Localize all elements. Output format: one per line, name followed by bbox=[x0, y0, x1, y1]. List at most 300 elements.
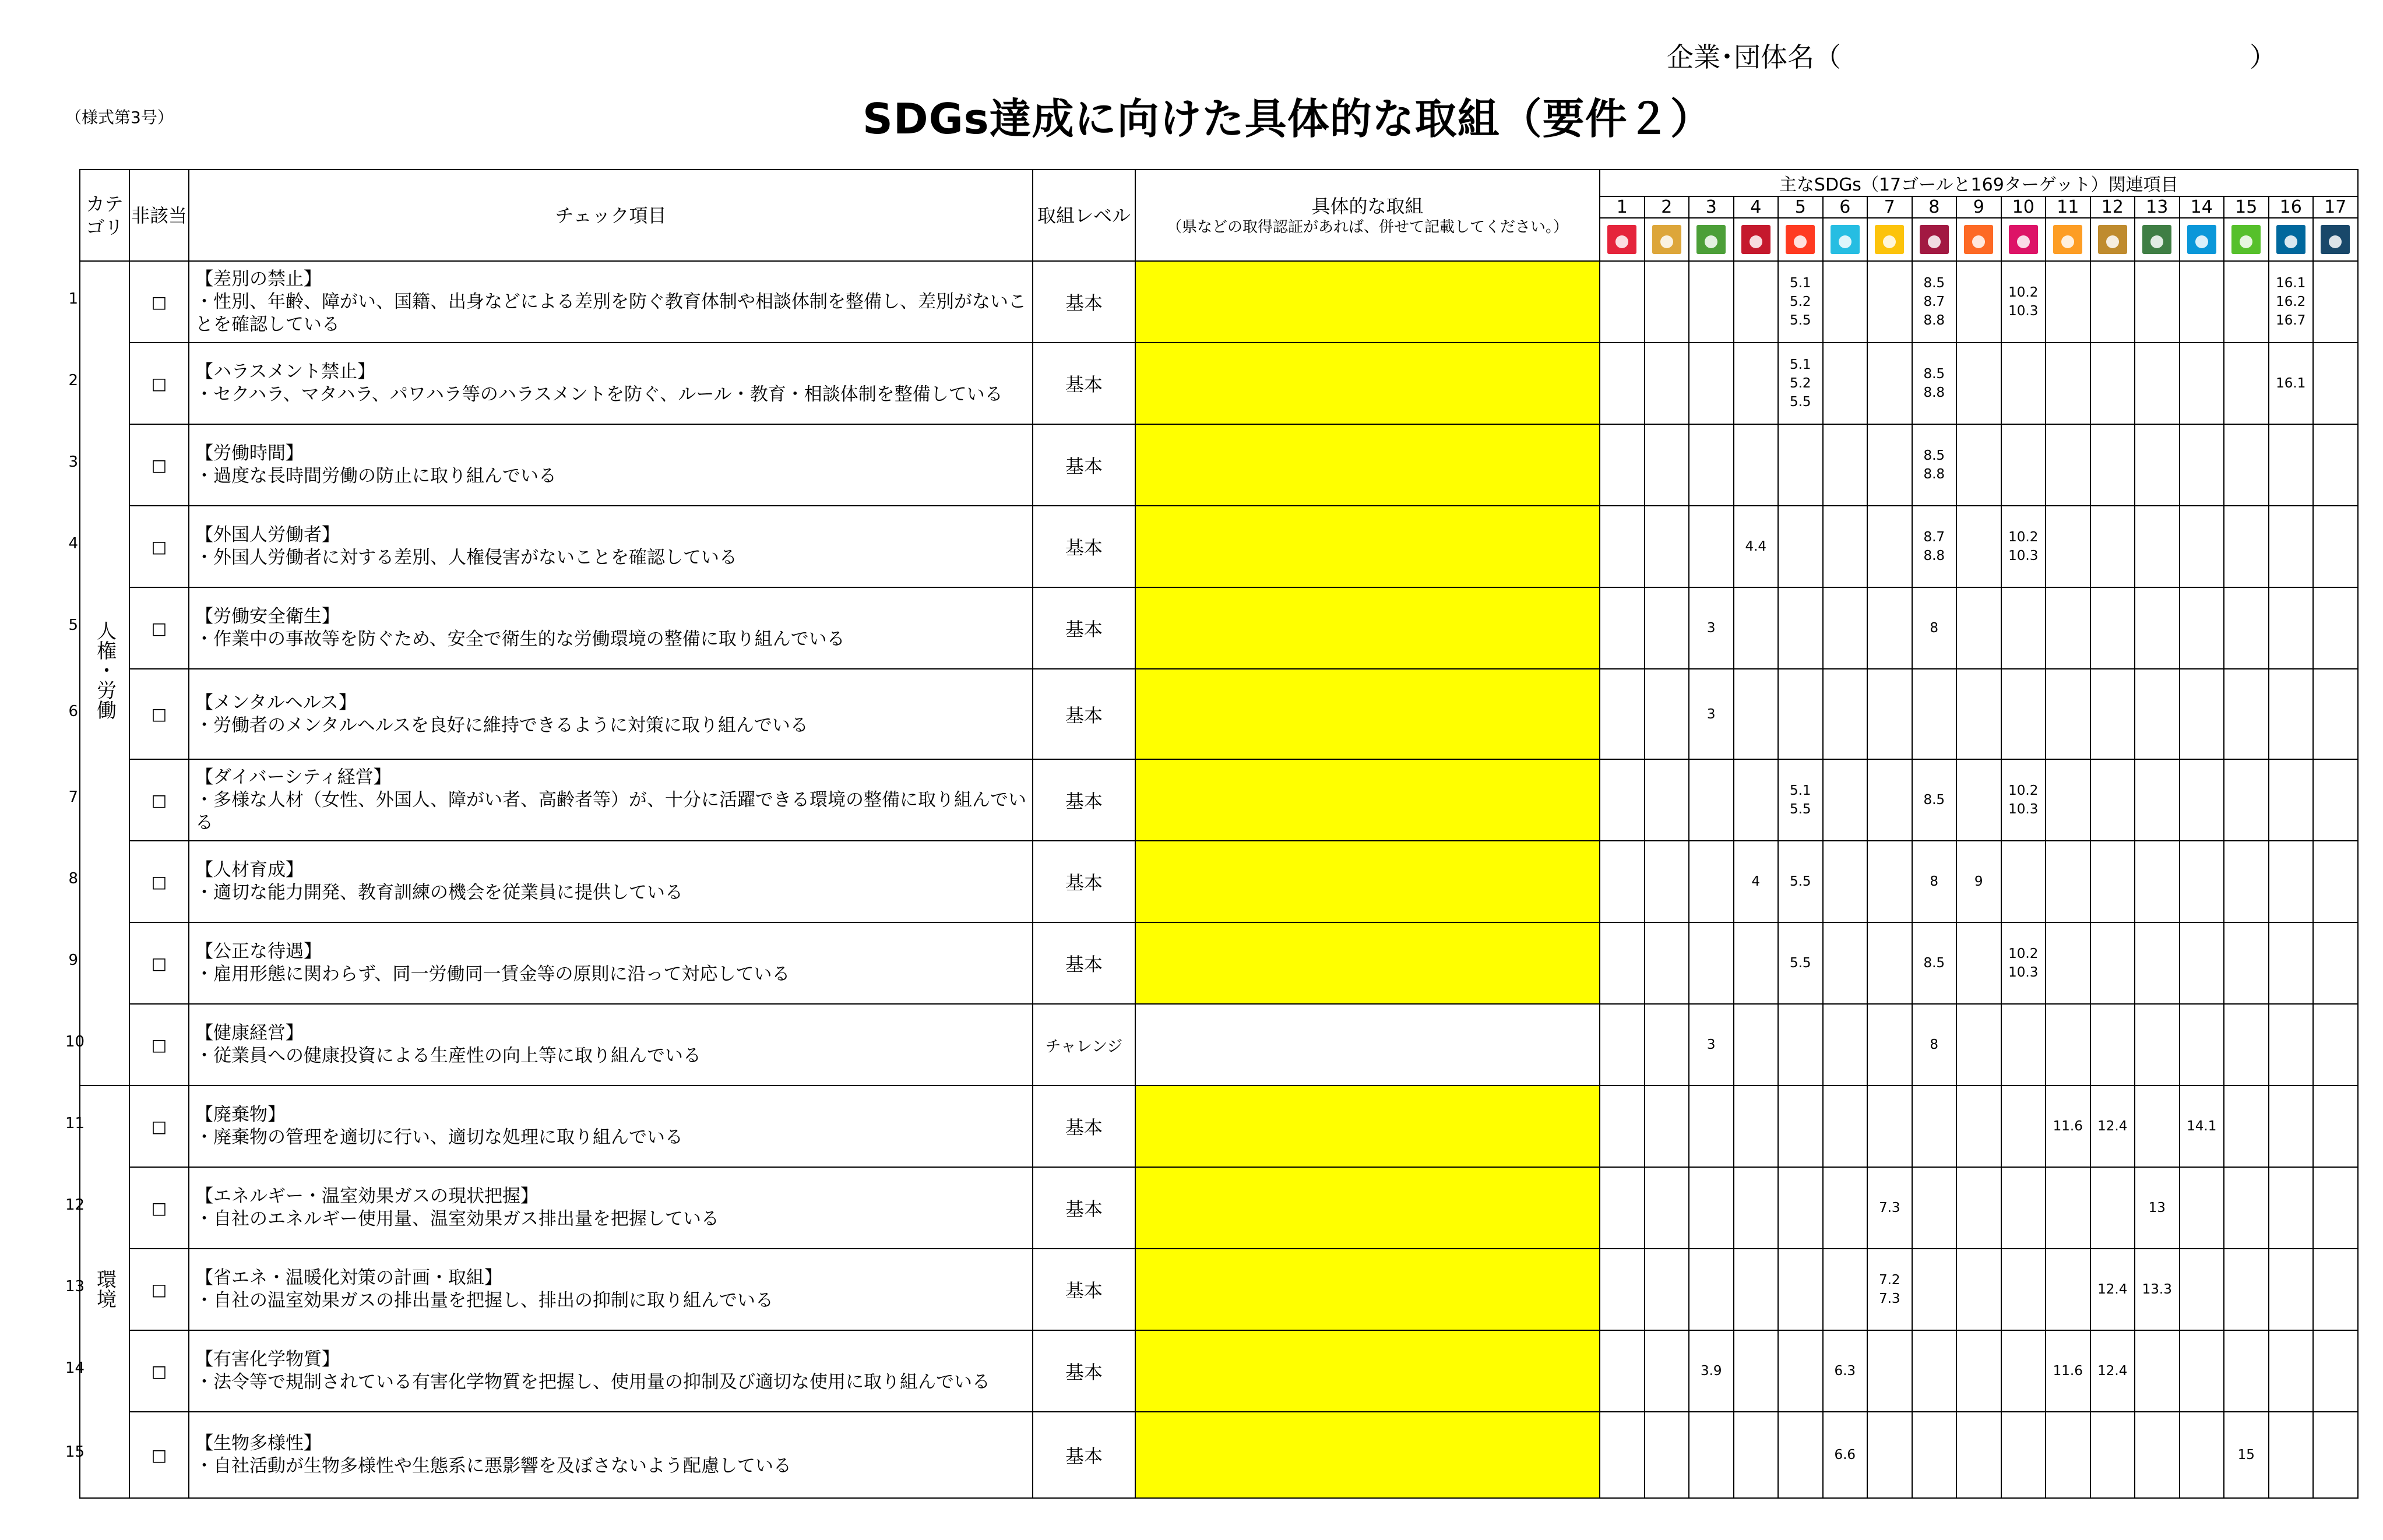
level-cell: 基本 bbox=[1033, 1249, 1135, 1330]
sdg-target-cell-goal-10 bbox=[2001, 1249, 2046, 1330]
sdg-target-cell-goal-14 bbox=[2180, 587, 2224, 669]
sdg-target-cell-goal-5 bbox=[1778, 261, 1823, 343]
not-applicable-checkbox[interactable]: □ bbox=[129, 669, 189, 759]
sdg-target-value: 8.5 8.7 8.8 bbox=[1923, 276, 1945, 328]
initiative-input[interactable] bbox=[1135, 1412, 1600, 1498]
sdg-target-cell-goal-6 bbox=[1823, 759, 1868, 841]
goal-icon-cell-8 bbox=[1912, 218, 1957, 261]
sdg-target-cell-goal-15 bbox=[2224, 1004, 2269, 1086]
sdg-target-cell-goal-7 bbox=[1867, 1167, 1912, 1249]
sdg-target-cell-goal-14 bbox=[2180, 841, 2224, 922]
goal-icon-cell-9 bbox=[1956, 218, 2001, 261]
check-item-title: 【公正な待遇】 bbox=[195, 941, 322, 962]
table-row bbox=[80, 261, 2358, 343]
sdg-target-cell-goal-2 bbox=[1645, 922, 1689, 1004]
sdg-target-cell-goal-12 bbox=[2090, 669, 2135, 759]
sdg-goal-3-icon bbox=[1696, 225, 1726, 254]
row-number: 11 bbox=[65, 1115, 85, 1132]
company-name-field[interactable] bbox=[1667, 36, 2276, 75]
check-item-cell bbox=[189, 424, 1033, 506]
check-item-description: ・自社活動が生物多様性や生態系に悪影響を及ぼさないよう配慮している bbox=[195, 1456, 791, 1476]
sdg-target-cell-goal-4 bbox=[1734, 1167, 1779, 1249]
sdg-target-cell-goal-5 bbox=[1778, 506, 1823, 587]
sdg-target-cell-goal-3 bbox=[1689, 669, 1734, 759]
level-cell: 基本 bbox=[1033, 922, 1135, 1004]
sdg-target-cell-goal-4 bbox=[1734, 261, 1779, 343]
sdg-target-cell-goal-7 bbox=[1867, 1086, 1912, 1167]
initiative-input[interactable] bbox=[1135, 424, 1600, 506]
sdg-target-cell-goal-5 bbox=[1778, 343, 1823, 424]
sdg-target-value: 4 bbox=[1751, 874, 1761, 889]
sdg-target-cell-goal-9 bbox=[1956, 1004, 2001, 1086]
sdg-target-cell-goal-6 bbox=[1823, 261, 1868, 343]
sdg-target-cell-goal-6 bbox=[1823, 1004, 1868, 1086]
sdg-target-cell-goal-5 bbox=[1778, 841, 1823, 922]
row-number: 10 bbox=[65, 1033, 85, 1051]
initiative-input[interactable] bbox=[1135, 759, 1600, 841]
sdg-target-value: 16.1 bbox=[2276, 376, 2306, 391]
sdg-target-cell-goal-6 bbox=[1823, 922, 1868, 1004]
sdg-target-cell-goal-2 bbox=[1645, 759, 1689, 841]
goal-number-16: 16 bbox=[2269, 196, 2314, 218]
sdg-target-cell-goal-10 bbox=[2001, 1004, 2046, 1086]
sdg-target-cell-goal-9 bbox=[1956, 343, 2001, 424]
check-item-cell bbox=[189, 506, 1033, 587]
sdg-target-cell-goal-5 bbox=[1778, 1004, 1823, 1086]
sdg-target-cell-goal-2 bbox=[1645, 1412, 1689, 1498]
sdg-target-cell-goal-14 bbox=[2180, 1004, 2224, 1086]
sdg-target-cell-goal-7 bbox=[1867, 343, 1912, 424]
sdg-target-value: 8.7 8.8 bbox=[1923, 530, 1945, 563]
check-item-cell bbox=[189, 1330, 1033, 1412]
sdg-target-cell-goal-15 bbox=[2224, 261, 2269, 343]
not-applicable-checkbox[interactable]: □ bbox=[129, 1249, 189, 1330]
not-applicable-checkbox[interactable]: □ bbox=[129, 587, 189, 669]
sdg-goal-5-icon bbox=[1786, 225, 1815, 254]
sdg-target-value: 10.2 10.3 bbox=[2008, 783, 2039, 817]
sdg-target-value: 3.9 bbox=[1700, 1363, 1722, 1379]
check-item-description: ・性別、年齢、障がい、国籍、出身などによる差別を防ぐ教育体制や相談体制を整備し、差別がないことを確認している bbox=[195, 291, 1026, 335]
sdg-goal-1-icon bbox=[1607, 225, 1636, 254]
sdg-target-cell-goal-12 bbox=[2090, 506, 2135, 587]
goal-icon-cell-6 bbox=[1823, 218, 1868, 261]
sdg-target-cell-goal-14 bbox=[2180, 1249, 2224, 1330]
sdg-target-cell-goal-14 bbox=[2180, 922, 2224, 1004]
sdg-target-cell-goal-16 bbox=[2269, 922, 2314, 1004]
sdg-target-cell-goal-13 bbox=[2135, 1086, 2180, 1167]
sdg-target-value: 8.5 8.8 bbox=[1923, 448, 1945, 482]
sdg-goal-10-icon bbox=[2009, 225, 2038, 254]
sdg-target-cell-goal-5 bbox=[1778, 669, 1823, 759]
level-cell: 基本 bbox=[1033, 1167, 1135, 1249]
sdg-target-cell-goal-9 bbox=[1956, 424, 2001, 506]
sdg-target-cell-goal-13 bbox=[2135, 759, 2180, 841]
sdg-target-value: 5.1 5.2 5.5 bbox=[1789, 357, 1811, 410]
sdg-target-cell-goal-4 bbox=[1734, 1412, 1779, 1498]
sdg-target-cell-goal-11 bbox=[2046, 1086, 2090, 1167]
sdg-target-cell-goal-6 bbox=[1823, 424, 1868, 506]
sdg-target-cell-goal-11 bbox=[2046, 261, 2090, 343]
sdg-target-value: 5.5 bbox=[1789, 956, 1811, 971]
sdg-target-cell-goal-7 bbox=[1867, 1412, 1912, 1498]
initiative-input[interactable] bbox=[1135, 587, 1600, 669]
sdg-target-cell-goal-9 bbox=[1956, 1086, 2001, 1167]
sdg-target-cell-goal-17 bbox=[2313, 587, 2358, 669]
sdg-target-cell-goal-16 bbox=[2269, 669, 2314, 759]
sdg-target-value: 15 bbox=[2237, 1447, 2255, 1463]
not-applicable-checkbox[interactable]: □ bbox=[129, 922, 189, 1004]
sdg-target-cell-goal-8 bbox=[1912, 1086, 1957, 1167]
sdg-target-cell-goal-5 bbox=[1778, 922, 1823, 1004]
company-name-close: ） bbox=[2250, 41, 2276, 73]
goal-icon-cell-11 bbox=[2046, 218, 2090, 261]
level-cell: 基本 bbox=[1033, 261, 1135, 343]
sdg-target-cell-goal-4 bbox=[1734, 759, 1779, 841]
initiative-input[interactable] bbox=[1135, 1330, 1600, 1412]
sdg-target-cell-goal-7 bbox=[1867, 1004, 1912, 1086]
sdg-target-cell-goal-2 bbox=[1645, 1086, 1689, 1167]
sdg-target-cell-goal-14 bbox=[2180, 424, 2224, 506]
sdg-target-cell-goal-3 bbox=[1689, 506, 1734, 587]
sdg-target-value: 5.1 5.2 5.5 bbox=[1789, 276, 1811, 328]
row-number: 12 bbox=[65, 1196, 85, 1214]
sdg-target-cell-goal-12 bbox=[2090, 261, 2135, 343]
row-number: 3 bbox=[68, 453, 78, 471]
check-item-title: 【健康経営】 bbox=[195, 1023, 304, 1044]
sdg-goal-11-icon bbox=[2053, 225, 2082, 254]
check-item-description: ・適切な能力開発、教育訓練の機会を従業員に提供している bbox=[195, 882, 683, 903]
sdg-target-cell-goal-7 bbox=[1867, 669, 1912, 759]
goal-icon-cell-16 bbox=[2269, 218, 2314, 261]
sdg-target-cell-goal-15 bbox=[2224, 841, 2269, 922]
sdg-target-value: 12.4 bbox=[2097, 1363, 2128, 1379]
sdg-target-value: 8 bbox=[1930, 874, 1939, 889]
check-item-description: ・外国人労働者に対する差別、人権侵害がないことを確認している bbox=[195, 547, 737, 568]
level-cell: 基本 bbox=[1033, 587, 1135, 669]
table-row bbox=[80, 424, 2358, 506]
sdg-target-cell-goal-16 bbox=[2269, 343, 2314, 424]
not-applicable-checkbox[interactable]: □ bbox=[129, 1412, 189, 1498]
sdg-goal-16-icon bbox=[2276, 225, 2305, 254]
level-cell: 基本 bbox=[1033, 841, 1135, 922]
sdg-target-value: 10.2 10.3 bbox=[2008, 946, 2039, 980]
category-header: カテゴリ bbox=[80, 170, 129, 261]
sdg-target-cell-goal-4 bbox=[1734, 343, 1779, 424]
initiative-input[interactable] bbox=[1135, 922, 1600, 1004]
check-item-title: 【外国人労働者】 bbox=[195, 524, 340, 545]
goal-number-6: 6 bbox=[1823, 196, 1868, 218]
initiative-input[interactable] bbox=[1135, 261, 1600, 343]
sdg-target-cell-goal-15 bbox=[2224, 1330, 2269, 1412]
check-item-title: 【生物多様性】 bbox=[195, 1433, 322, 1454]
sdg-goal-2-icon bbox=[1652, 225, 1681, 254]
sdg-target-cell-goal-12 bbox=[2090, 922, 2135, 1004]
initiative-input[interactable] bbox=[1135, 841, 1600, 922]
level-cell: チャレンジ bbox=[1033, 1004, 1135, 1086]
sdg-target-cell-goal-15 bbox=[2224, 506, 2269, 587]
level-cell: 基本 bbox=[1033, 1086, 1135, 1167]
goal-number-13: 13 bbox=[2135, 196, 2180, 218]
sdg-target-cell-goal-13 bbox=[2135, 506, 2180, 587]
row-number: 4 bbox=[68, 535, 78, 552]
sdg-target-cell-goal-17 bbox=[2313, 841, 2358, 922]
sdg-target-cell-goal-12 bbox=[2090, 1167, 2135, 1249]
goal-number-11: 11 bbox=[2046, 196, 2090, 218]
check-item-description: ・労働者のメンタルヘルスを良好に維持できるように対策に取り組んでいる bbox=[195, 714, 808, 736]
sdg-target-cell-goal-7 bbox=[1867, 587, 1912, 669]
sdg-target-value: 10.2 10.3 bbox=[2008, 530, 2039, 563]
check-item-description: ・雇用形態に関わらず、同一労働同一賃金等の原則に沿って対応している bbox=[195, 964, 790, 985]
check-item-description: ・セクハラ、マタハラ、パワハラ等のハラスメントを防ぐ、ルール・教育・相談体制を整備している bbox=[195, 384, 1003, 405]
sdg-target-value: 6.3 bbox=[1834, 1363, 1856, 1379]
sdg-target-cell-goal-8 bbox=[1912, 759, 1957, 841]
sdg-target-cell-goal-11 bbox=[2046, 1412, 2090, 1498]
sdg-target-cell-goal-17 bbox=[2313, 261, 2358, 343]
sdg-target-cell-goal-8 bbox=[1912, 1167, 1957, 1249]
sdg-target-cell-goal-2 bbox=[1645, 587, 1689, 669]
sdg-target-cell-goal-17 bbox=[2313, 343, 2358, 424]
initiative-input[interactable] bbox=[1135, 1167, 1600, 1249]
sdg-target-value: 11.6 bbox=[2053, 1363, 2083, 1379]
goal-number-2: 2 bbox=[1645, 196, 1689, 218]
check-item-cell bbox=[189, 841, 1033, 922]
check-item-title: 【労働時間】 bbox=[195, 443, 304, 464]
level-cell: 基本 bbox=[1033, 1330, 1135, 1412]
initiative-header-note: （県などの取得認証があれば、併せて記載してください。） bbox=[1166, 218, 1568, 236]
sdg-target-cell-goal-1 bbox=[1600, 1167, 1645, 1249]
sdg-target-cell-goal-2 bbox=[1645, 1330, 1689, 1412]
sdg-target-cell-goal-17 bbox=[2313, 759, 2358, 841]
sdg-target-cell-goal-15 bbox=[2224, 424, 2269, 506]
sdg-target-cell-goal-15 bbox=[2224, 1249, 2269, 1330]
sdg-target-value: 8.5 8.8 bbox=[1923, 367, 1945, 400]
sdg-target-cell-goal-13 bbox=[2135, 587, 2180, 669]
sdg-target-cell-goal-14 bbox=[2180, 1086, 2224, 1167]
sdg-target-cell-goal-3 bbox=[1689, 343, 1734, 424]
sdg-target-cell-goal-15 bbox=[2224, 343, 2269, 424]
sdg-target-value: 16.1 16.2 16.7 bbox=[2276, 276, 2306, 328]
row-number: 9 bbox=[68, 952, 78, 969]
company-name-label: 企業･団体名（ bbox=[1667, 41, 1841, 73]
sdg-target-cell-goal-16 bbox=[2269, 1167, 2314, 1249]
sdg-target-cell-goal-3 bbox=[1689, 1167, 1734, 1249]
sdg-target-cell-goal-11 bbox=[2046, 1330, 2090, 1412]
sdg-target-cell-goal-9 bbox=[1956, 922, 2001, 1004]
not-applicable-checkbox[interactable]: □ bbox=[129, 841, 189, 922]
sdg-target-cell-goal-9 bbox=[1956, 1249, 2001, 1330]
sdg-target-cell-goal-10 bbox=[2001, 424, 2046, 506]
sdg-target-cell-goal-7 bbox=[1867, 922, 1912, 1004]
sdg-target-cell-goal-3 bbox=[1689, 841, 1734, 922]
sdg-target-cell-goal-3 bbox=[1689, 922, 1734, 1004]
sdg-target-cell-goal-6 bbox=[1823, 587, 1868, 669]
goal-number-7: 7 bbox=[1867, 196, 1912, 218]
check-item-title: 【労働安全衛生】 bbox=[195, 606, 340, 627]
sdg-target-cell-goal-2 bbox=[1645, 261, 1689, 343]
category-cell bbox=[80, 1086, 129, 1498]
goal-icon-cell-4 bbox=[1734, 218, 1779, 261]
sdg-target-cell-goal-6 bbox=[1823, 669, 1868, 759]
row-number: 15 bbox=[65, 1443, 85, 1461]
check-item-title: 【エネルギー・温室効果ガスの現状把握】 bbox=[195, 1186, 538, 1207]
level-cell: 基本 bbox=[1033, 343, 1135, 424]
not-applicable-checkbox[interactable]: □ bbox=[129, 1086, 189, 1167]
sdg-target-cell-goal-10 bbox=[2001, 506, 2046, 587]
sdg-target-cell-goal-3 bbox=[1689, 1249, 1734, 1330]
sdg-target-value: 13 bbox=[2148, 1200, 2166, 1215]
sdg-target-cell-goal-13 bbox=[2135, 343, 2180, 424]
sdg-target-cell-goal-10 bbox=[2001, 261, 2046, 343]
sdg-target-cell-goal-17 bbox=[2313, 1167, 2358, 1249]
sdg-target-cell-goal-7 bbox=[1867, 506, 1912, 587]
goal-number-8: 8 bbox=[1912, 196, 1957, 218]
sdg-target-cell-goal-7 bbox=[1867, 424, 1912, 506]
goal-icon-cell-1 bbox=[1600, 218, 1645, 261]
goal-number-12: 12 bbox=[2090, 196, 2135, 218]
sdg-target-cell-goal-6 bbox=[1823, 1412, 1868, 1498]
table-row bbox=[80, 841, 2358, 922]
sdg-target-cell-goal-17 bbox=[2313, 1330, 2358, 1412]
not-applicable-checkbox[interactable]: □ bbox=[129, 1004, 189, 1086]
sdg-target-value: 8.5 bbox=[1923, 956, 1945, 971]
sdg-target-cell-goal-14 bbox=[2180, 343, 2224, 424]
initiative-input[interactable] bbox=[1135, 343, 1600, 424]
sdg-target-cell-goal-3 bbox=[1689, 1004, 1734, 1086]
sdg-target-cell-goal-8 bbox=[1912, 1249, 1957, 1330]
sdg-target-cell-goal-9 bbox=[1956, 759, 2001, 841]
check-item-title: 【メンタルヘルス】 bbox=[195, 692, 357, 713]
sdg-target-cell-goal-17 bbox=[2313, 1004, 2358, 1086]
check-item-title: 【省エネ・温暖化対策の計画・取組】 bbox=[195, 1267, 502, 1288]
sdg-target-cell-goal-6 bbox=[1823, 506, 1868, 587]
initiative-input[interactable] bbox=[1135, 1086, 1600, 1167]
sdg-target-cell-goal-11 bbox=[2046, 424, 2090, 506]
sdg-target-value: 5.5 bbox=[1789, 874, 1811, 889]
check-item-cell bbox=[189, 343, 1033, 424]
sdg-target-cell-goal-10 bbox=[2001, 841, 2046, 922]
sdg-target-cell-goal-1 bbox=[1600, 759, 1645, 841]
sdg-target-cell-goal-6 bbox=[1823, 1330, 1868, 1412]
sdg-target-cell-goal-16 bbox=[2269, 1412, 2314, 1498]
sdg-target-cell-goal-2 bbox=[1645, 343, 1689, 424]
sdg-goal-12-icon bbox=[2098, 225, 2127, 254]
sdg-target-cell-goal-11 bbox=[2046, 1004, 2090, 1086]
sdg-target-cell-goal-13 bbox=[2135, 841, 2180, 922]
sdg-target-value: 8 bbox=[1930, 621, 1939, 636]
initiative-input[interactable] bbox=[1135, 1004, 1600, 1086]
sdg-target-cell-goal-1 bbox=[1600, 343, 1645, 424]
sdg-target-cell-goal-4 bbox=[1734, 506, 1779, 587]
goal-number-3: 3 bbox=[1689, 196, 1734, 218]
sdg-target-cell-goal-5 bbox=[1778, 587, 1823, 669]
goal-icon-cell-7 bbox=[1867, 218, 1912, 261]
sdg-target-cell-goal-1 bbox=[1600, 669, 1645, 759]
check-item-cell bbox=[189, 759, 1033, 841]
not-applicable-checkbox[interactable]: □ bbox=[129, 1330, 189, 1412]
sdg-target-cell-goal-11 bbox=[2046, 669, 2090, 759]
not-applicable-checkbox[interactable]: □ bbox=[129, 424, 189, 506]
row-number: 1 bbox=[68, 290, 78, 308]
sdg-target-value: 7.3 bbox=[1878, 1200, 1900, 1215]
sdg-target-cell-goal-16 bbox=[2269, 1249, 2314, 1330]
not-applicable-checkbox[interactable]: □ bbox=[129, 261, 189, 343]
goal-number-17: 17 bbox=[2313, 196, 2358, 218]
initiative-input[interactable] bbox=[1135, 1249, 1600, 1330]
level-cell: 基本 bbox=[1033, 1412, 1135, 1498]
sdg-target-cell-goal-1 bbox=[1600, 1249, 1645, 1330]
sdg-goal-15-icon bbox=[2231, 225, 2261, 254]
sdg-target-cell-goal-8 bbox=[1912, 343, 1957, 424]
table-row bbox=[80, 1249, 2358, 1330]
sdg-target-cell-goal-12 bbox=[2090, 1330, 2135, 1412]
sdg-target-cell-goal-3 bbox=[1689, 759, 1734, 841]
sdg-target-cell-goal-3 bbox=[1689, 261, 1734, 343]
sdg-target-cell-goal-9 bbox=[1956, 587, 2001, 669]
goal-icon-cell-15 bbox=[2224, 218, 2269, 261]
sdg-target-cell-goal-13 bbox=[2135, 669, 2180, 759]
initiative-input[interactable] bbox=[1135, 669, 1600, 759]
sdg-target-cell-goal-12 bbox=[2090, 841, 2135, 922]
goal-number-15: 15 bbox=[2224, 196, 2269, 218]
sdg-target-cell-goal-8 bbox=[1912, 587, 1957, 669]
check-item-title: 【差別の禁止】 bbox=[195, 268, 322, 290]
sdg-target-cell-goal-15 bbox=[2224, 759, 2269, 841]
table-row bbox=[80, 669, 2358, 759]
sdg-target-cell-goal-15 bbox=[2224, 1412, 2269, 1498]
sdg-target-value: 10.2 10.3 bbox=[2008, 285, 2039, 319]
sdg-target-cell-goal-9 bbox=[1956, 1412, 2001, 1498]
sdg-target-cell-goal-1 bbox=[1600, 1086, 1645, 1167]
not-applicable-header: 非該当 bbox=[129, 170, 189, 261]
not-applicable-checkbox[interactable]: □ bbox=[129, 343, 189, 424]
table-row bbox=[80, 343, 2358, 424]
goal-icon-cell-5 bbox=[1778, 218, 1823, 261]
table-row bbox=[80, 587, 2358, 669]
row-number: 7 bbox=[68, 788, 78, 806]
sdg-target-value: 6.6 bbox=[1834, 1447, 1856, 1463]
goal-icon-cell-10 bbox=[2001, 218, 2046, 261]
sdg-target-cell-goal-2 bbox=[1645, 1004, 1689, 1086]
not-applicable-checkbox[interactable]: □ bbox=[129, 759, 189, 841]
category-label: 環境 bbox=[93, 1268, 117, 1309]
sdg-target-cell-goal-13 bbox=[2135, 1167, 2180, 1249]
table-row bbox=[80, 1330, 2358, 1412]
sdg-goal-17-icon bbox=[2321, 225, 2350, 254]
initiative-input[interactable] bbox=[1135, 506, 1600, 587]
sdg-target-cell-goal-6 bbox=[1823, 1167, 1868, 1249]
sdg-target-cell-goal-13 bbox=[2135, 1004, 2180, 1086]
row-number: 14 bbox=[65, 1359, 85, 1377]
sdg-target-cell-goal-16 bbox=[2269, 759, 2314, 841]
table-row bbox=[80, 1412, 2358, 1498]
sdg-target-cell-goal-13 bbox=[2135, 1412, 2180, 1498]
sdg-target-cell-goal-2 bbox=[1645, 669, 1689, 759]
not-applicable-checkbox[interactable]: □ bbox=[129, 1167, 189, 1249]
sdg-target-cell-goal-1 bbox=[1600, 922, 1645, 1004]
sdg-target-cell-goal-16 bbox=[2269, 424, 2314, 506]
goal-number-4: 4 bbox=[1734, 196, 1779, 218]
sdg-target-cell-goal-16 bbox=[2269, 1330, 2314, 1412]
sdg-target-cell-goal-15 bbox=[2224, 587, 2269, 669]
sdg-target-cell-goal-12 bbox=[2090, 1004, 2135, 1086]
sdg-target-cell-goal-15 bbox=[2224, 669, 2269, 759]
sdg-target-cell-goal-8 bbox=[1912, 1004, 1957, 1086]
table-row bbox=[80, 1167, 2358, 1249]
sdg-goal-9-icon bbox=[1964, 225, 1993, 254]
sdg-target-cell-goal-4 bbox=[1734, 1330, 1779, 1412]
not-applicable-checkbox[interactable]: □ bbox=[129, 506, 189, 587]
check-item-description: ・作業中の事故等を防ぐため、安全で衛生的な労働環境の整備に取り組んでいる bbox=[195, 629, 845, 650]
